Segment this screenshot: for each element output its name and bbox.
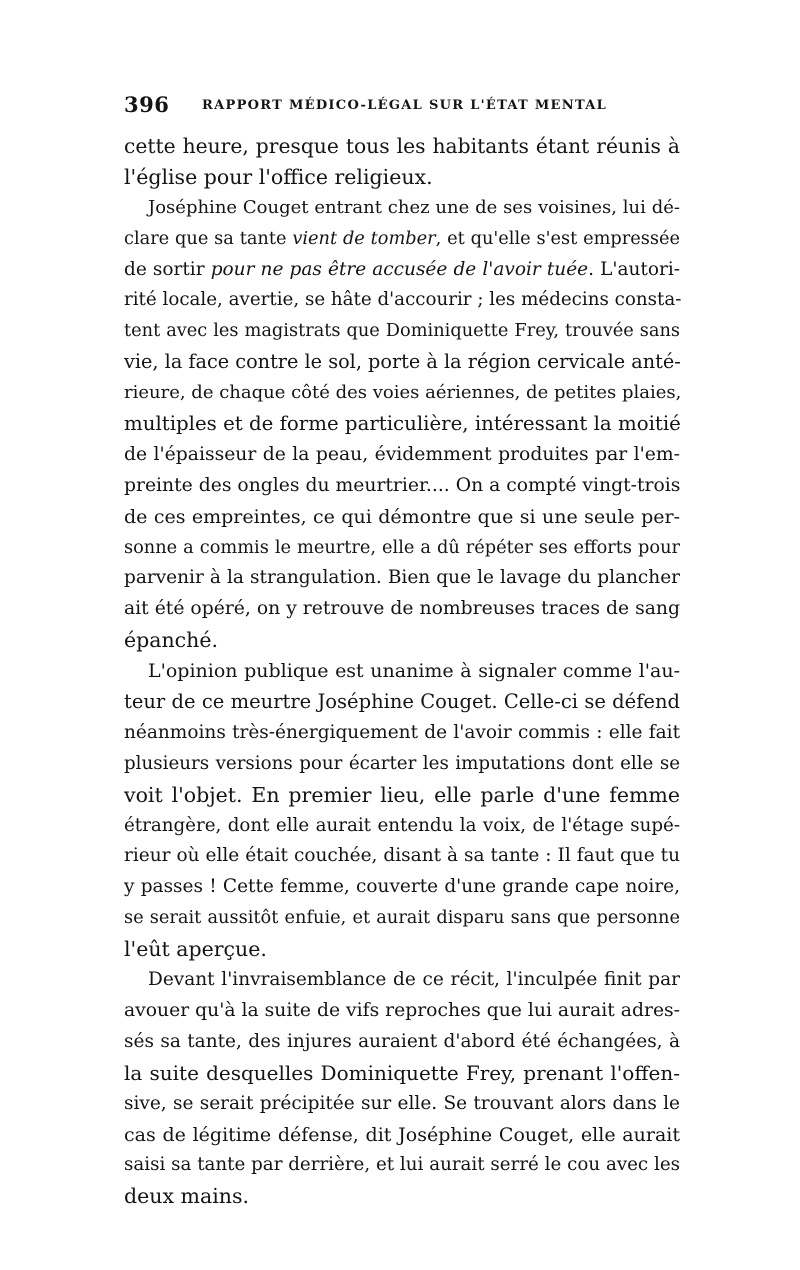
text-line: voit l'objet. En premier lieu, elle parle d'une femme — [124, 782, 680, 807]
text-line: se serait aussitôt enfuie, et aurait disparu sans que personne — [124, 908, 680, 929]
text-line: étrangère, dont elle aurait entendu la voix, de l'étage supé- — [124, 814, 680, 836]
text-line — [124, 224, 680, 255]
text-line: tent avec les magistrats que Dominiquette Frey, trouvée sans — [124, 321, 680, 342]
text-line: rieure, de chaque côté des voies aériennes, de petites plaies, — [124, 382, 682, 404]
text-line: l'église pour l'office religieux. — [124, 164, 433, 189]
text-line: rité locale, avertie, se hâte d'accourir ; les médecins consta- — [124, 289, 682, 311]
text-line: sive, se serait précipitée sur elle. Se trouvant alors dans le — [124, 1092, 680, 1114]
text-line: ait été opéré, on y retrouve de nombreuses traces de sang — [124, 598, 680, 620]
italic-phrase: vient de tomber — [292, 228, 436, 249]
running-head — [124, 92, 684, 120]
text-line: Devant l'invraisemblance de ce récit, l'inculpée finit par — [148, 969, 680, 991]
text-segment: de sortir — [124, 258, 211, 280]
text-line: saisi sa tante par derrière, et lui aurait serré le cou avec les — [124, 1154, 680, 1176]
text-line: sonne a commis le meurtre, elle a dû répéter ses efforts pour — [124, 537, 680, 558]
text-line: parvenir à la strangulation. Bien que le lavage du plancher — [124, 567, 680, 589]
text-line: vie, la face contre le sol, porte à la région cervicale anté- — [124, 350, 681, 374]
text-line: avouer qu'à la suite de vifs reproches que lui aurait adres- — [124, 999, 680, 1021]
text-line: teur de ce meurtre Joséphine Couget. Celle-ci se défend — [124, 690, 680, 714]
text-line — [124, 255, 680, 286]
text-segment: clare que sa tante — [124, 228, 293, 249]
text-line: deux mains. — [124, 1184, 249, 1209]
body-text — [124, 131, 680, 1212]
text-line: preinte des ongles du meurtrier.... On a compté vingt-trois — [124, 474, 681, 496]
text-line: cas de légitime défense, dit Joséphine Couget, elle aurait — [124, 1123, 680, 1146]
text-line: plusieurs versions pour écarter les imputations dont elle se — [124, 752, 680, 774]
text-line: rieur où elle était couchée, disant à sa tante : Il faut que tu — [124, 845, 680, 867]
text-line: de l'épaisseur de la peau, évidemment produites par l'em- — [124, 443, 680, 465]
text-line: l'eût aperçue. — [124, 937, 267, 962]
text-line: cette heure, presque tous les habitants étant réunis à — [124, 134, 680, 158]
text-line: sés sa tante, des injures auraient d'abord été échangées, à — [124, 1030, 680, 1052]
running-title: RAPPORT MÉDICO-LÉGAL SUR L'ÉTAT MENTAL — [202, 98, 608, 113]
text-segment: . L'autori- — [588, 258, 680, 280]
text-line: L'opinion publique est unanime à signaler comme l'au- — [148, 660, 680, 683]
italic-phrase: pour ne pas être accusée de l'avoir tuée — [210, 258, 589, 280]
text-segment: , et qu'elle s'est empressée — [435, 228, 680, 249]
text-line: la suite desquelles Dominiquette Frey, prenant l'offen- — [124, 1060, 680, 1085]
text-line: y passes ! Cette femme, couverte d'une grande cape noire, — [124, 876, 680, 898]
text-line: de ces empreintes, ce qui démontre que si une seule per- — [124, 505, 680, 528]
text-line: néanmoins très-énergiquement de l'avoir commis : elle fait — [124, 721, 680, 743]
text-line: Joséphine Couget entrant chez une de ses voisines, lui dé- — [148, 196, 680, 218]
text-line: épanché. — [124, 628, 219, 653]
page-number: 396 — [124, 92, 170, 117]
text-line: multiples et de forme particulière, intéressant la moitié — [124, 412, 681, 436]
